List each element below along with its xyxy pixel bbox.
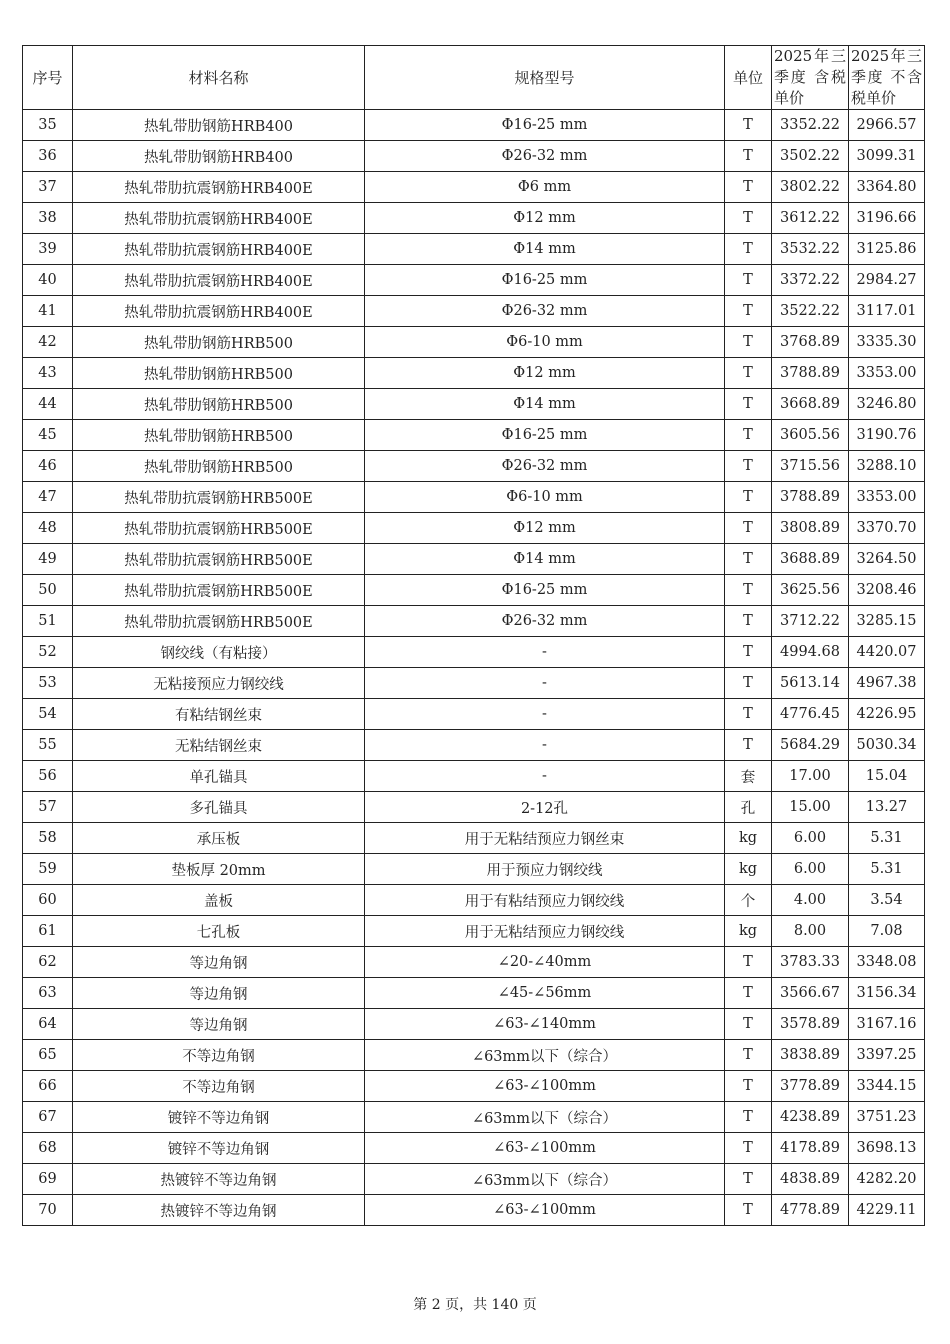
row-index: 50 xyxy=(23,575,73,606)
spec: - xyxy=(365,761,725,792)
spec: Φ26-32 mm xyxy=(365,296,725,327)
price-excl-tax: 5030.34 xyxy=(849,730,925,761)
material-name: 热轧带肋钢筋HRB500 xyxy=(73,327,365,358)
row-index: 35 xyxy=(23,110,73,141)
unit: T xyxy=(725,1164,772,1195)
material-name: 有粘结钢丝束 xyxy=(73,699,365,730)
price-incl-tax: 3372.22 xyxy=(772,265,849,296)
row-index: 48 xyxy=(23,513,73,544)
table-row xyxy=(23,451,925,482)
material-name: 热轧带肋抗震钢筋HRB500E xyxy=(73,606,365,637)
table-row xyxy=(23,544,925,575)
price-incl-tax: 3502.22 xyxy=(772,141,849,172)
price-excl-tax: 4420.07 xyxy=(849,637,925,668)
spec: 用于无粘结预应力钢绞线 xyxy=(365,916,725,947)
price-excl-tax: 4229.11 xyxy=(849,1195,925,1226)
spec: ∠45-∠56mm xyxy=(365,978,725,1009)
row-index: 55 xyxy=(23,730,73,761)
price-incl-tax: 4.00 xyxy=(772,885,849,916)
material-name: 热轧带肋钢筋HRB500 xyxy=(73,358,365,389)
row-index: 43 xyxy=(23,358,73,389)
price-incl-tax: 6.00 xyxy=(772,854,849,885)
material-name: 等边角钢 xyxy=(73,947,365,978)
material-name: 热轧带肋抗震钢筋HRB500E xyxy=(73,482,365,513)
price-excl-tax: 5.31 xyxy=(849,823,925,854)
unit: T xyxy=(725,1102,772,1133)
table-row xyxy=(23,1164,925,1195)
row-index: 62 xyxy=(23,947,73,978)
row-index: 58 xyxy=(23,823,73,854)
price-excl-tax: 3099.31 xyxy=(849,141,925,172)
spec: Φ16-25 mm xyxy=(365,420,725,451)
spec: ∠63-∠100mm xyxy=(365,1071,725,1102)
unit: T xyxy=(725,451,772,482)
unit: T xyxy=(725,1009,772,1040)
price-incl-tax: 3605.56 xyxy=(772,420,849,451)
row-index: 49 xyxy=(23,544,73,575)
price-incl-tax: 17.00 xyxy=(772,761,849,792)
price-incl-tax: 3688.89 xyxy=(772,544,849,575)
price-excl-tax: 3117.01 xyxy=(849,296,925,327)
material-name: 不等边角钢 xyxy=(73,1071,365,1102)
table-row xyxy=(23,420,925,451)
row-index: 52 xyxy=(23,637,73,668)
material-name: 无粘结钢丝束 xyxy=(73,730,365,761)
unit: T xyxy=(725,730,772,761)
unit: T xyxy=(725,668,772,699)
price-incl-tax: 4994.68 xyxy=(772,637,849,668)
row-index: 46 xyxy=(23,451,73,482)
row-index: 66 xyxy=(23,1071,73,1102)
price-excl-tax: 4282.20 xyxy=(849,1164,925,1195)
unit: T xyxy=(725,234,772,265)
table-row xyxy=(23,389,925,420)
unit: 孔 xyxy=(725,792,772,823)
price-incl-tax: 3715.56 xyxy=(772,451,849,482)
price-excl-tax: 3.54 xyxy=(849,885,925,916)
unit: T xyxy=(725,978,772,1009)
spec: 用于预应力钢绞线 xyxy=(365,854,725,885)
material-name: 单孔锚具 xyxy=(73,761,365,792)
header-material-name: 材料名称 xyxy=(73,46,365,110)
price-excl-tax: 3348.08 xyxy=(849,947,925,978)
unit: 个 xyxy=(725,885,772,916)
table-row xyxy=(23,1195,925,1226)
price-incl-tax: 6.00 xyxy=(772,823,849,854)
price-excl-tax: 13.27 xyxy=(849,792,925,823)
table-row xyxy=(23,792,925,823)
table-row xyxy=(23,1133,925,1164)
material-name: 热镀锌不等边角钢 xyxy=(73,1164,365,1195)
page-footer: 第 2 页，共 140 页 xyxy=(413,1297,537,1313)
price-incl-tax: 5684.29 xyxy=(772,730,849,761)
price-incl-tax: 3778.89 xyxy=(772,1071,849,1102)
header-price-incl-tax: 2025年三季度 含税单价 xyxy=(772,46,849,110)
row-index: 54 xyxy=(23,699,73,730)
price-excl-tax: 4967.38 xyxy=(849,668,925,699)
price-incl-tax: 4838.89 xyxy=(772,1164,849,1195)
spec: Φ16-25 mm xyxy=(365,265,725,296)
material-name: 镀锌不等边角钢 xyxy=(73,1133,365,1164)
unit: T xyxy=(725,544,772,575)
material-name: 等边角钢 xyxy=(73,978,365,1009)
table-row xyxy=(23,110,925,141)
unit: T xyxy=(725,172,772,203)
row-index: 40 xyxy=(23,265,73,296)
table-row xyxy=(23,172,925,203)
price-incl-tax: 3522.22 xyxy=(772,296,849,327)
unit: kg xyxy=(725,916,772,947)
price-excl-tax: 3364.80 xyxy=(849,172,925,203)
table-row xyxy=(23,234,925,265)
price-excl-tax: 3353.00 xyxy=(849,358,925,389)
material-name: 热轧带肋钢筋HRB500 xyxy=(73,451,365,482)
spec: Φ6-10 mm xyxy=(365,327,725,358)
price-excl-tax: 3698.13 xyxy=(849,1133,925,1164)
price-incl-tax: 3532.22 xyxy=(772,234,849,265)
price-excl-tax: 3344.15 xyxy=(849,1071,925,1102)
price-excl-tax: 3196.66 xyxy=(849,203,925,234)
unit: T xyxy=(725,575,772,606)
row-index: 47 xyxy=(23,482,73,513)
spec: ∠63mm以下（综合） xyxy=(365,1164,725,1195)
spec: Φ16-25 mm xyxy=(365,575,725,606)
header-index: 序号 xyxy=(23,46,73,110)
table-row xyxy=(23,575,925,606)
price-incl-tax: 4178.89 xyxy=(772,1133,849,1164)
spec: Φ12 mm xyxy=(365,203,725,234)
row-index: 45 xyxy=(23,420,73,451)
material-name: 等边角钢 xyxy=(73,1009,365,1040)
row-index: 64 xyxy=(23,1009,73,1040)
header-price-excl-tax: 2025年三季度 不含税单价 xyxy=(849,46,925,110)
price-excl-tax: 3397.25 xyxy=(849,1040,925,1071)
spec: Φ14 mm xyxy=(365,234,725,265)
price-excl-tax: 3288.10 xyxy=(849,451,925,482)
spec: ∠63mm以下（综合） xyxy=(365,1102,725,1133)
row-index: 37 xyxy=(23,172,73,203)
spec: Φ26-32 mm xyxy=(365,606,725,637)
price-excl-tax: 3246.80 xyxy=(849,389,925,420)
unit: kg xyxy=(725,854,772,885)
material-name: 七孔板 xyxy=(73,916,365,947)
spec: ∠63mm以下（综合） xyxy=(365,1040,725,1071)
spec: 2-12孔 xyxy=(365,792,725,823)
price-excl-tax: 3264.50 xyxy=(849,544,925,575)
price-excl-tax: 15.04 xyxy=(849,761,925,792)
row-index: 69 xyxy=(23,1164,73,1195)
unit: T xyxy=(725,265,772,296)
unit: T xyxy=(725,1040,772,1071)
row-index: 63 xyxy=(23,978,73,1009)
material-name: 不等边角钢 xyxy=(73,1040,365,1071)
table-row xyxy=(23,916,925,947)
price-excl-tax: 5.31 xyxy=(849,854,925,885)
table-row xyxy=(23,854,925,885)
table-row xyxy=(23,203,925,234)
price-excl-tax: 3751.23 xyxy=(849,1102,925,1133)
table-row xyxy=(23,1009,925,1040)
spec: ∠20-∠40mm xyxy=(365,947,725,978)
row-index: 51 xyxy=(23,606,73,637)
price-incl-tax: 3768.89 xyxy=(772,327,849,358)
spec: - xyxy=(365,668,725,699)
table-row xyxy=(23,885,925,916)
price-incl-tax: 5613.14 xyxy=(772,668,849,699)
price-excl-tax: 3156.34 xyxy=(849,978,925,1009)
price-incl-tax: 3712.22 xyxy=(772,606,849,637)
table-row xyxy=(23,482,925,513)
price-excl-tax: 3353.00 xyxy=(849,482,925,513)
table-row xyxy=(23,1040,925,1071)
table-row xyxy=(23,947,925,978)
spec: ∠63-∠140mm xyxy=(365,1009,725,1040)
row-index: 44 xyxy=(23,389,73,420)
price-excl-tax: 7.08 xyxy=(849,916,925,947)
row-index: 38 xyxy=(23,203,73,234)
material-name: 热镀锌不等边角钢 xyxy=(73,1195,365,1226)
row-index: 56 xyxy=(23,761,73,792)
row-index: 59 xyxy=(23,854,73,885)
price-incl-tax: 3612.22 xyxy=(772,203,849,234)
table-row xyxy=(23,761,925,792)
material-name: 热轧带肋抗震钢筋HRB400E xyxy=(73,172,365,203)
unit: T xyxy=(725,327,772,358)
price-incl-tax: 3802.22 xyxy=(772,172,849,203)
unit: T xyxy=(725,296,772,327)
price-incl-tax: 4238.89 xyxy=(772,1102,849,1133)
row-index: 41 xyxy=(23,296,73,327)
row-index: 53 xyxy=(23,668,73,699)
material-name: 热轧带肋抗震钢筋HRB400E xyxy=(73,296,365,327)
unit: T xyxy=(725,203,772,234)
table-row xyxy=(23,668,925,699)
price-incl-tax: 3578.89 xyxy=(772,1009,849,1040)
unit: T xyxy=(725,420,772,451)
price-excl-tax: 3125.86 xyxy=(849,234,925,265)
price-excl-tax: 3285.15 xyxy=(849,606,925,637)
row-index: 57 xyxy=(23,792,73,823)
table-row xyxy=(23,978,925,1009)
table-row xyxy=(23,823,925,854)
spec: Φ12 mm xyxy=(365,358,725,389)
spec: ∠63-∠100mm xyxy=(365,1133,725,1164)
spec: Φ6-10 mm xyxy=(365,482,725,513)
price-table xyxy=(22,45,925,1226)
unit: T xyxy=(725,699,772,730)
price-incl-tax: 3352.22 xyxy=(772,110,849,141)
price-incl-tax: 15.00 xyxy=(772,792,849,823)
unit: T xyxy=(725,110,772,141)
row-index: 36 xyxy=(23,141,73,172)
material-name: 热轧带肋抗震钢筋HRB400E xyxy=(73,203,365,234)
price-excl-tax: 3167.16 xyxy=(849,1009,925,1040)
price-incl-tax: 8.00 xyxy=(772,916,849,947)
price-incl-tax: 4776.45 xyxy=(772,699,849,730)
unit: T xyxy=(725,947,772,978)
unit: T xyxy=(725,513,772,544)
table-row xyxy=(23,730,925,761)
material-name: 热轧带肋钢筋HRB500 xyxy=(73,389,365,420)
table-row xyxy=(23,141,925,172)
row-index: 42 xyxy=(23,327,73,358)
spec: Φ26-32 mm xyxy=(365,451,725,482)
price-excl-tax: 3370.70 xyxy=(849,513,925,544)
spec: Φ6 mm xyxy=(365,172,725,203)
row-index: 70 xyxy=(23,1195,73,1226)
price-excl-tax: 2966.57 xyxy=(849,110,925,141)
material-name: 钢绞线（有粘接） xyxy=(73,637,365,668)
spec: Φ14 mm xyxy=(365,389,725,420)
price-incl-tax: 3566.67 xyxy=(772,978,849,1009)
row-index: 60 xyxy=(23,885,73,916)
unit: T xyxy=(725,1071,772,1102)
unit: T xyxy=(725,141,772,172)
spec: Φ14 mm xyxy=(365,544,725,575)
price-incl-tax: 3788.89 xyxy=(772,482,849,513)
table-row xyxy=(23,699,925,730)
table-row xyxy=(23,1071,925,1102)
unit: T xyxy=(725,1133,772,1164)
material-name: 无粘接预应力钢绞线 xyxy=(73,668,365,699)
row-index: 67 xyxy=(23,1102,73,1133)
unit: 套 xyxy=(725,761,772,792)
material-name: 垫板厚 20mm xyxy=(73,854,365,885)
spec: 用于有粘结预应力钢绞线 xyxy=(365,885,725,916)
row-index: 65 xyxy=(23,1040,73,1071)
price-excl-tax: 2984.27 xyxy=(849,265,925,296)
material-name: 热轧带肋抗震钢筋HRB400E xyxy=(73,234,365,265)
unit: T xyxy=(725,1195,772,1226)
material-name: 承压板 xyxy=(73,823,365,854)
header-spec: 规格型号 xyxy=(365,46,725,110)
unit: T xyxy=(725,389,772,420)
price-excl-tax: 3208.46 xyxy=(849,575,925,606)
material-name: 热轧带肋抗震钢筋HRB400E xyxy=(73,265,365,296)
price-incl-tax: 3625.56 xyxy=(772,575,849,606)
header-unit: 单位 xyxy=(725,46,772,110)
price-excl-tax: 4226.95 xyxy=(849,699,925,730)
price-incl-tax: 3808.89 xyxy=(772,513,849,544)
spec: - xyxy=(365,699,725,730)
price-incl-tax: 3838.89 xyxy=(772,1040,849,1071)
spec: Φ26-32 mm xyxy=(365,141,725,172)
material-name: 热轧带肋抗震钢筋HRB500E xyxy=(73,575,365,606)
row-index: 39 xyxy=(23,234,73,265)
price-incl-tax: 3788.89 xyxy=(772,358,849,389)
spec: - xyxy=(365,730,725,761)
price-excl-tax: 3190.76 xyxy=(849,420,925,451)
row-index: 61 xyxy=(23,916,73,947)
row-index: 68 xyxy=(23,1133,73,1164)
material-name: 盖板 xyxy=(73,885,365,916)
table-header-row xyxy=(23,46,925,110)
material-name: 热轧带肋钢筋HRB400 xyxy=(73,110,365,141)
table-row xyxy=(23,637,925,668)
unit: T xyxy=(725,482,772,513)
unit: T xyxy=(725,637,772,668)
table-row xyxy=(23,265,925,296)
table-row xyxy=(23,358,925,389)
unit: T xyxy=(725,358,772,389)
price-incl-tax: 4778.89 xyxy=(772,1195,849,1226)
material-name: 热轧带肋钢筋HRB400 xyxy=(73,141,365,172)
spec: Φ12 mm xyxy=(365,513,725,544)
unit: kg xyxy=(725,823,772,854)
table-row xyxy=(23,1102,925,1133)
spec: Φ16-25 mm xyxy=(365,110,725,141)
spec: ∠63-∠100mm xyxy=(365,1195,725,1226)
material-name: 热轧带肋钢筋HRB500 xyxy=(73,420,365,451)
price-incl-tax: 3783.33 xyxy=(772,947,849,978)
price-incl-tax: 3668.89 xyxy=(772,389,849,420)
table-row xyxy=(23,513,925,544)
price-excl-tax: 3335.30 xyxy=(849,327,925,358)
spec: 用于无粘结预应力钢丝束 xyxy=(365,823,725,854)
material-name: 多孔锚具 xyxy=(73,792,365,823)
table-row xyxy=(23,327,925,358)
table-row xyxy=(23,296,925,327)
material-name: 镀锌不等边角钢 xyxy=(73,1102,365,1133)
material-name: 热轧带肋抗震钢筋HRB500E xyxy=(73,544,365,575)
unit: T xyxy=(725,606,772,637)
material-name: 热轧带肋抗震钢筋HRB500E xyxy=(73,513,365,544)
table-row xyxy=(23,606,925,637)
spec: - xyxy=(365,637,725,668)
